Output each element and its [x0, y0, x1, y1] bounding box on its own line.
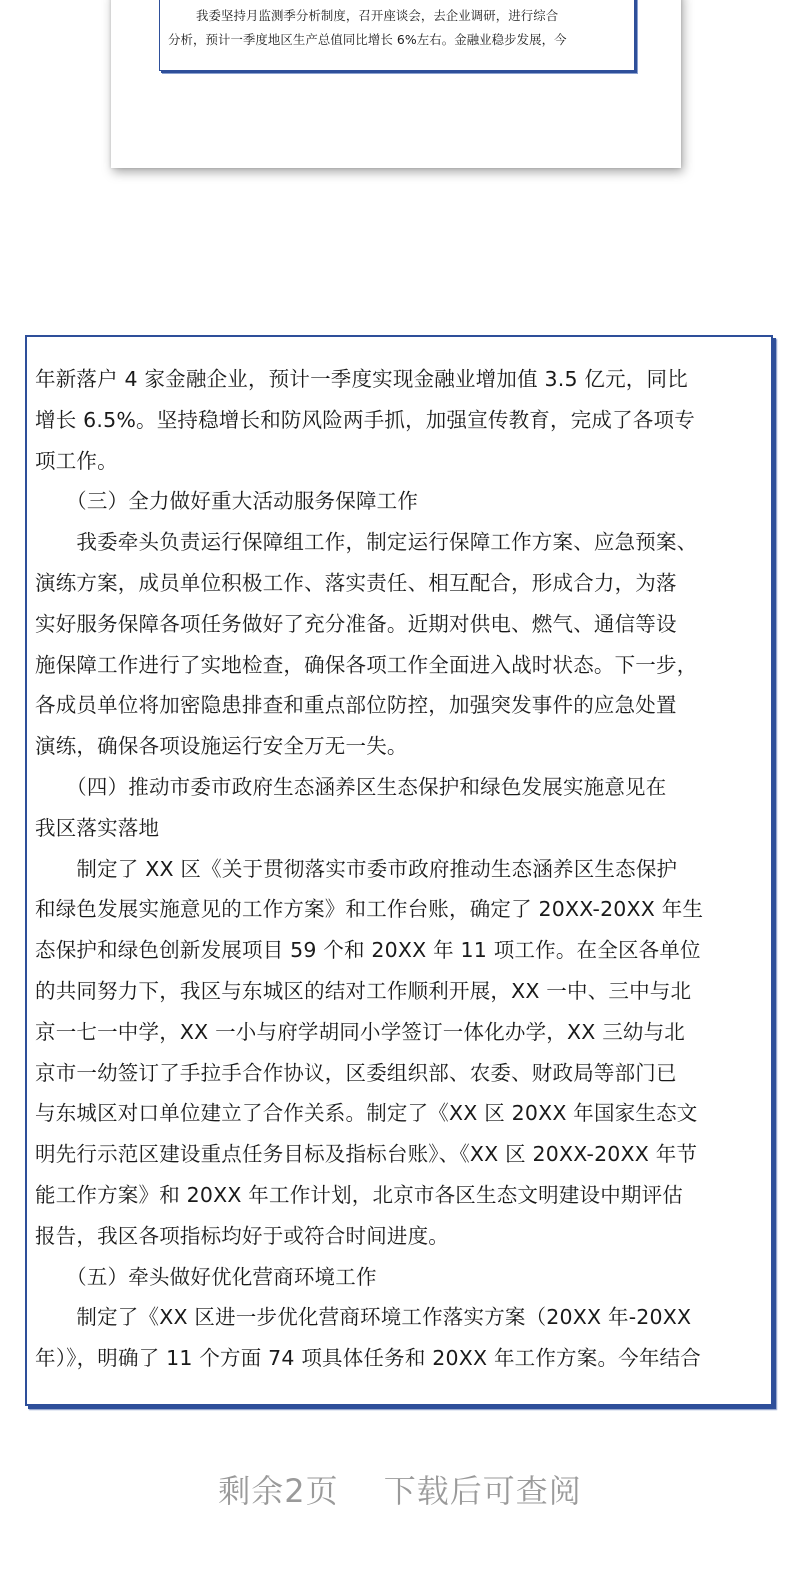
remaining-pages-label: 剩余2页 [218, 1472, 339, 1510]
doc-line: 项工作。 [35, 448, 118, 473]
section-heading: （五）牵头做好优化营商环境工作 [35, 1264, 377, 1289]
document-page [25, 335, 773, 1406]
previous-page-text-box [159, 0, 635, 71]
doc-line: 演练方案，成员单位积极工作、落实责任、相互配合，形成合力，为落 [35, 571, 677, 595]
doc-line: 制定了 XX 区《关于贯彻落实市委市政府推动生态涵养区生态保护 [35, 856, 678, 881]
section-heading: （三）全力做好重大活动服务保障工作 [35, 489, 419, 514]
doc-line: 明先行示范区建设重点任务目标及指标台账》、《XX 区 20XX-20XX 年节 [35, 1142, 698, 1167]
doc-line: 能工作方案》和 20XX 年工作计划，北京市各区生态文明建设中期评估 [35, 1183, 684, 1207]
doc-line: 各成员单位将加密隐患排查和重点部位防控，加强突发事件的应急处置 [35, 693, 677, 718]
preview-line-1: 我委坚持月监测季分析制度，召开座谈会，去企业调研，进行综合 [196, 8, 559, 23]
doc-line: 年新落户 4 家金融企业，预计一季度实现金融业增加值 3.5 亿元，同比 [35, 367, 688, 391]
doc-line: 与东城区对口单位建立了合作关系。制定了《XX 区 20XX 年国家生态文 [35, 1101, 698, 1126]
doc-line: 的共同努力下，我区与东城区的结对工作顺利开展，XX 一中、三中与北 [35, 979, 692, 1003]
doc-line: 我委牵头负责运行保障组工作，制定运行保障工作方案、应急预案、 [35, 530, 698, 555]
download-to-view-label: 下载后可查阅 [383, 1472, 582, 1510]
doc-line: 京一七一中学，XX 一小与府学胡同小学签订一体化办学，XX 三幼与北 [35, 1019, 686, 1044]
doc-line: 年）》，明确了 11 个方面 74 项具体任务和 20XX 年工作方案。今年结合 [35, 1346, 701, 1371]
download-prompt[interactable] [0, 1466, 800, 1512]
doc-line: 报告，我区各项指标均好于或符合时间进度。 [35, 1223, 449, 1248]
doc-line: 态保护和绿色创新发展项目 59 个和 20XX 年 11 项工作。在全区各单位 [35, 938, 701, 963]
doc-line: 演练，确保各项设施运行安全万无一失。 [35, 734, 408, 759]
preview-line-2: 分析，预计一季度地区生产总值同比增长 6%左右。金融业稳步发展，今 [168, 32, 567, 47]
doc-line: 施保障工作进行了实地检查，确保各项工作全面进入战时状态。下一步， [35, 652, 698, 677]
section-heading: （四）推动市委市政府生态涵养区生态保护和绿色发展实施意见在 [35, 775, 667, 799]
section-heading: 我区落实落地 [35, 815, 160, 840]
doc-line: 实好服务保障各项任务做好了充分准备。近期对供电、燃气、通信等设 [35, 611, 677, 636]
doc-line: 和绿色发展实施意见的工作方案》和工作台账，确定了 20XX-20XX 年生 [35, 897, 704, 922]
doc-line: 京市一幼签订了手拉手合作协议，区委组织部、农委、财政局等部门已 [35, 1060, 677, 1085]
doc-line: 增长 6.5%。坚持稳增长和防风险两手抓，加强宣传教育，完成了各项专 [35, 407, 695, 432]
doc-line: 制定了《XX 区进一步优化营商环境工作落实方案（20XX 年-20XX [35, 1305, 692, 1330]
previous-page-preview [111, 0, 681, 168]
